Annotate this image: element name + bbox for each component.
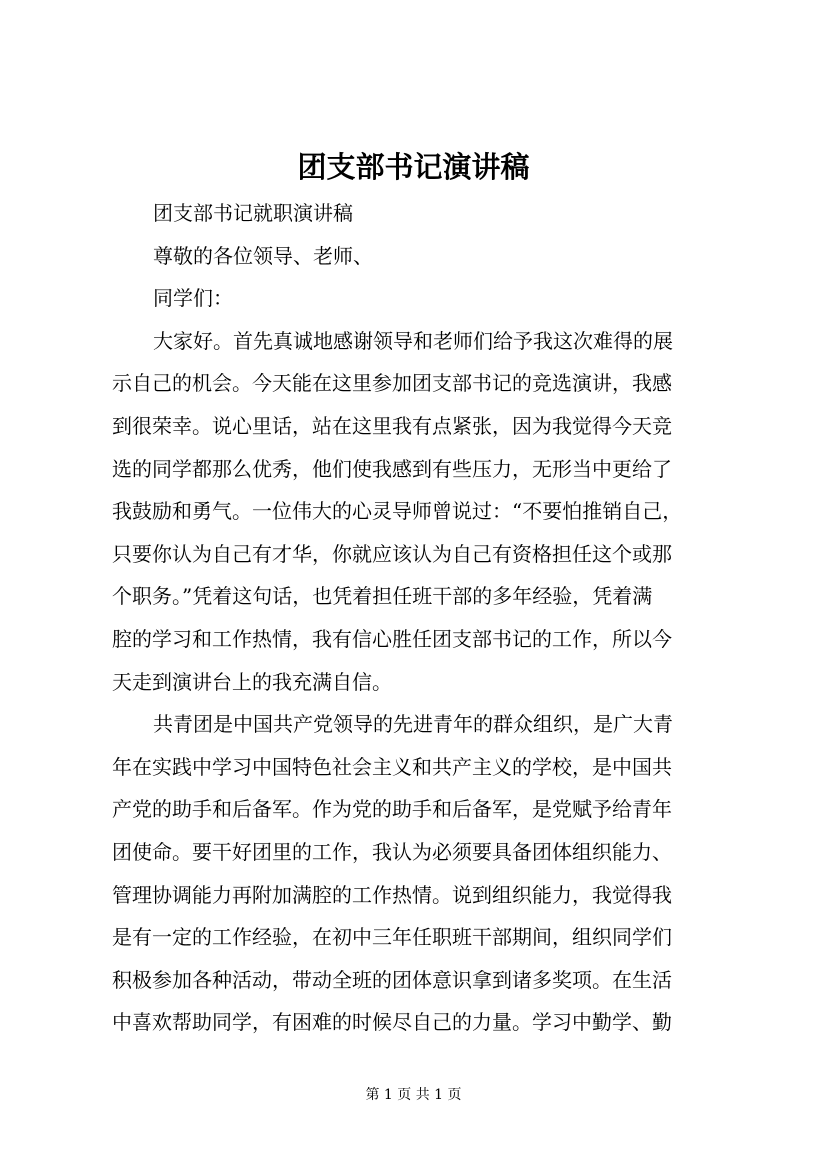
text-line: 中喜欢帮助同学，有困难的时候尽自己的力量。学习中勤学、勤	[112, 1010, 672, 1035]
text-line: 年在实践中学习中国特色社会主义和共产主义的学校，是中国共	[112, 754, 672, 779]
text-line: 我鼓励和勇气。一位伟大的心灵导师曾说过：“不要怕推销自己，	[112, 499, 683, 524]
text-line: 示自己的机会。今天能在这里参加团支部书记的竞选演讲，我感	[112, 371, 672, 396]
text-line: 选的同学都那么优秀，他们使我感到有些压力，无形当中更给了	[112, 456, 672, 481]
text-line: 尊敬的各位领导、老师、	[153, 243, 373, 268]
text-line: 天走到演讲台上的我充满自信。	[112, 669, 392, 694]
text-line: 只要你认为自己有才华，你就应该认为自己有资格担任这个或那	[112, 541, 672, 566]
page-number-footer: 第 1 页 共 1 页	[365, 1087, 462, 1103]
text-line: 大家好。首先真诚地感谢领导和老师们给予我这次难得的展	[153, 328, 673, 353]
text-line: 同学们：	[153, 286, 233, 311]
text-line: 腔的学习和工作热情，我有信心胜任团支部书记的工作，所以今	[112, 626, 672, 651]
text-line: 共青团是中国共产党领导的先进青年的群众组织，是广大青	[153, 712, 673, 737]
text-line: 个职务。”凭着这句话，也凭着担任班干部的多年经验，凭着满	[112, 584, 653, 609]
page-title: 团支部书记演讲稿	[297, 150, 530, 184]
text-line: 团使命。要干好团里的工作，我认为必须要具备团体组织能力、	[112, 839, 672, 864]
text-line: 是有一定的工作经验，在初中三年任职班干部期间，组织同学们	[112, 925, 672, 950]
text-line: 管理协调能力再附加满腔的工作热情。说到组织能力，我觉得我	[112, 882, 672, 907]
text-line: 到很荣幸。说心里话，站在这里我有点紧张，因为我觉得今天竞	[112, 413, 672, 438]
document-body	[112, 192, 727, 1044]
text-line: 积极参加各种活动，带动全班的团体意识拿到诸多奖项。在生活	[112, 967, 672, 992]
text-line: 产党的助手和后备军。作为党的助手和后备军，是党赋予给青年	[112, 797, 672, 822]
text-line: 团支部书记就职演讲稿	[153, 201, 353, 225]
